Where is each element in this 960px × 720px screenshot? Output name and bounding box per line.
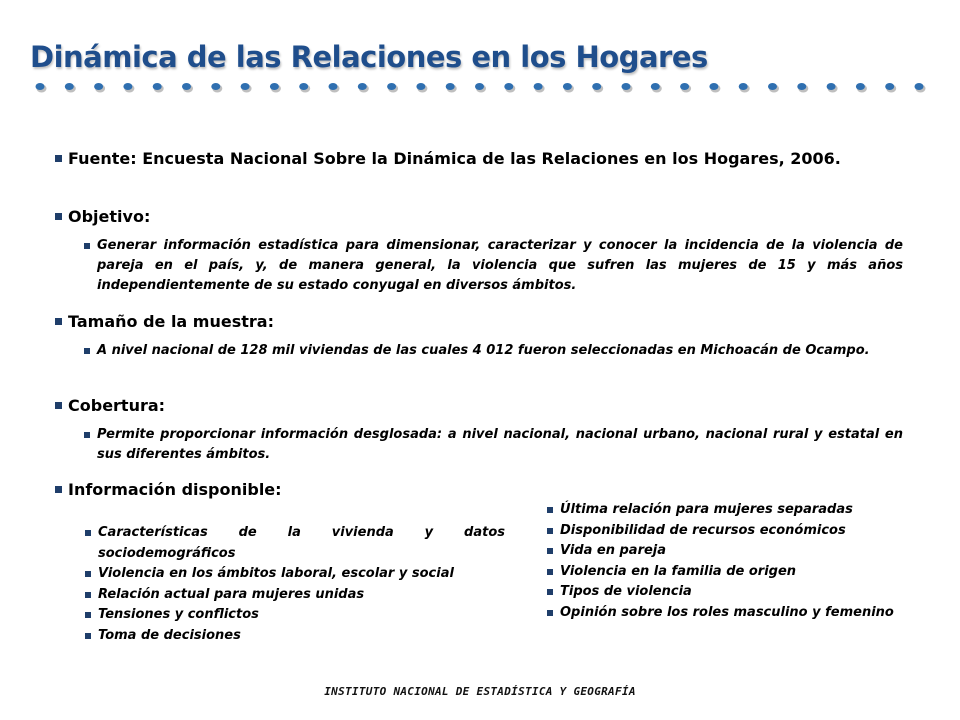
list-item: Tensiones y conflictos: [85, 605, 505, 626]
dot: [329, 83, 338, 90]
dot: [211, 83, 220, 90]
decorative-dot-line: [30, 77, 930, 97]
objetivo-detail: Generar información estadística para dimensionar, caracterizar y conocer la incidencia de la violencia de pareja en el país, y, de manera general, la violencia que sufren las mujeres de 15 y más años independientemente de su estado conyugal en diversos ámbitos.: [55, 236, 903, 296]
fuente-text: Fuente: Encuesta Nacional Sobre la Dinámica de las Relaciones en los Hogares, 2006.: [55, 148, 903, 169]
dot: [709, 83, 718, 90]
cobertura-section: [55, 395, 903, 465]
dot: [622, 83, 631, 90]
list-item: Vida en pareja: [547, 541, 902, 562]
dot: [680, 83, 689, 90]
page-title: Dinámica de las Relaciones en los Hogares: [30, 40, 708, 74]
dot: [36, 83, 45, 90]
objetivo-heading: Objetivo:: [55, 206, 903, 227]
dot: [123, 83, 132, 90]
dot: [739, 83, 748, 90]
muestra-heading: Tamaño de la muestra:: [55, 311, 903, 332]
dot: [94, 83, 103, 90]
cobertura-heading: Cobertura:: [55, 395, 903, 416]
list-item: Violencia en la familia de origen: [547, 562, 902, 583]
dot: [241, 83, 250, 90]
dot: [358, 83, 367, 90]
dot: [651, 83, 660, 90]
informacion-right-list: [547, 500, 902, 623]
cobertura-detail: Permite proporcionar información desglosada: a nivel nacional, nacional urbano, nacional rural y estatal en sus diferentes ámbitos.: [55, 425, 903, 465]
list-item: Características de la vivienda y datos sociodemográficos: [85, 523, 505, 564]
footer-institution: INSTITUTO NACIONAL DE ESTADÍSTICA Y GEOGRAFÍA: [324, 685, 636, 698]
dot: [182, 83, 191, 90]
dot: [504, 83, 513, 90]
dot: [856, 83, 865, 90]
list-item: Última relación para mujeres separadas: [547, 500, 902, 521]
dot: [563, 83, 572, 90]
dot: [270, 83, 279, 90]
dot: [416, 83, 425, 90]
dot: [299, 83, 308, 90]
informacion-section: [55, 479, 903, 500]
muestra-section: [55, 311, 903, 361]
list-item: Tipos de violencia: [547, 582, 902, 603]
list-item: Violencia en los ámbitos laboral, escolar y social: [85, 564, 505, 585]
muestra-detail: A nivel nacional de 128 mil viviendas de las cuales 4 012 fueron seleccionadas en Michoacán de Ocampo.: [55, 341, 903, 361]
dot: [768, 83, 777, 90]
dot: [387, 83, 396, 90]
list-item: Opinión sobre los roles masculino y femenino: [547, 603, 902, 624]
list-item: Disponibilidad de recursos económicos: [547, 521, 902, 542]
dot: [153, 83, 162, 90]
list-item: Relación actual para mujeres unidas: [85, 585, 505, 606]
dot: [592, 83, 601, 90]
informacion-heading: Información disponible:: [55, 479, 903, 500]
informacion-left-list: [85, 523, 505, 646]
list-item: Toma de decisiones: [85, 626, 505, 647]
dot: [534, 83, 543, 90]
objetivo-section: [55, 206, 903, 296]
dot: [915, 83, 924, 90]
dot: [827, 83, 836, 90]
dot: [65, 83, 74, 90]
dot: [885, 83, 894, 90]
dot: [797, 83, 806, 90]
dot: [446, 83, 455, 90]
fuente-item: [55, 148, 903, 169]
dot: [475, 83, 484, 90]
